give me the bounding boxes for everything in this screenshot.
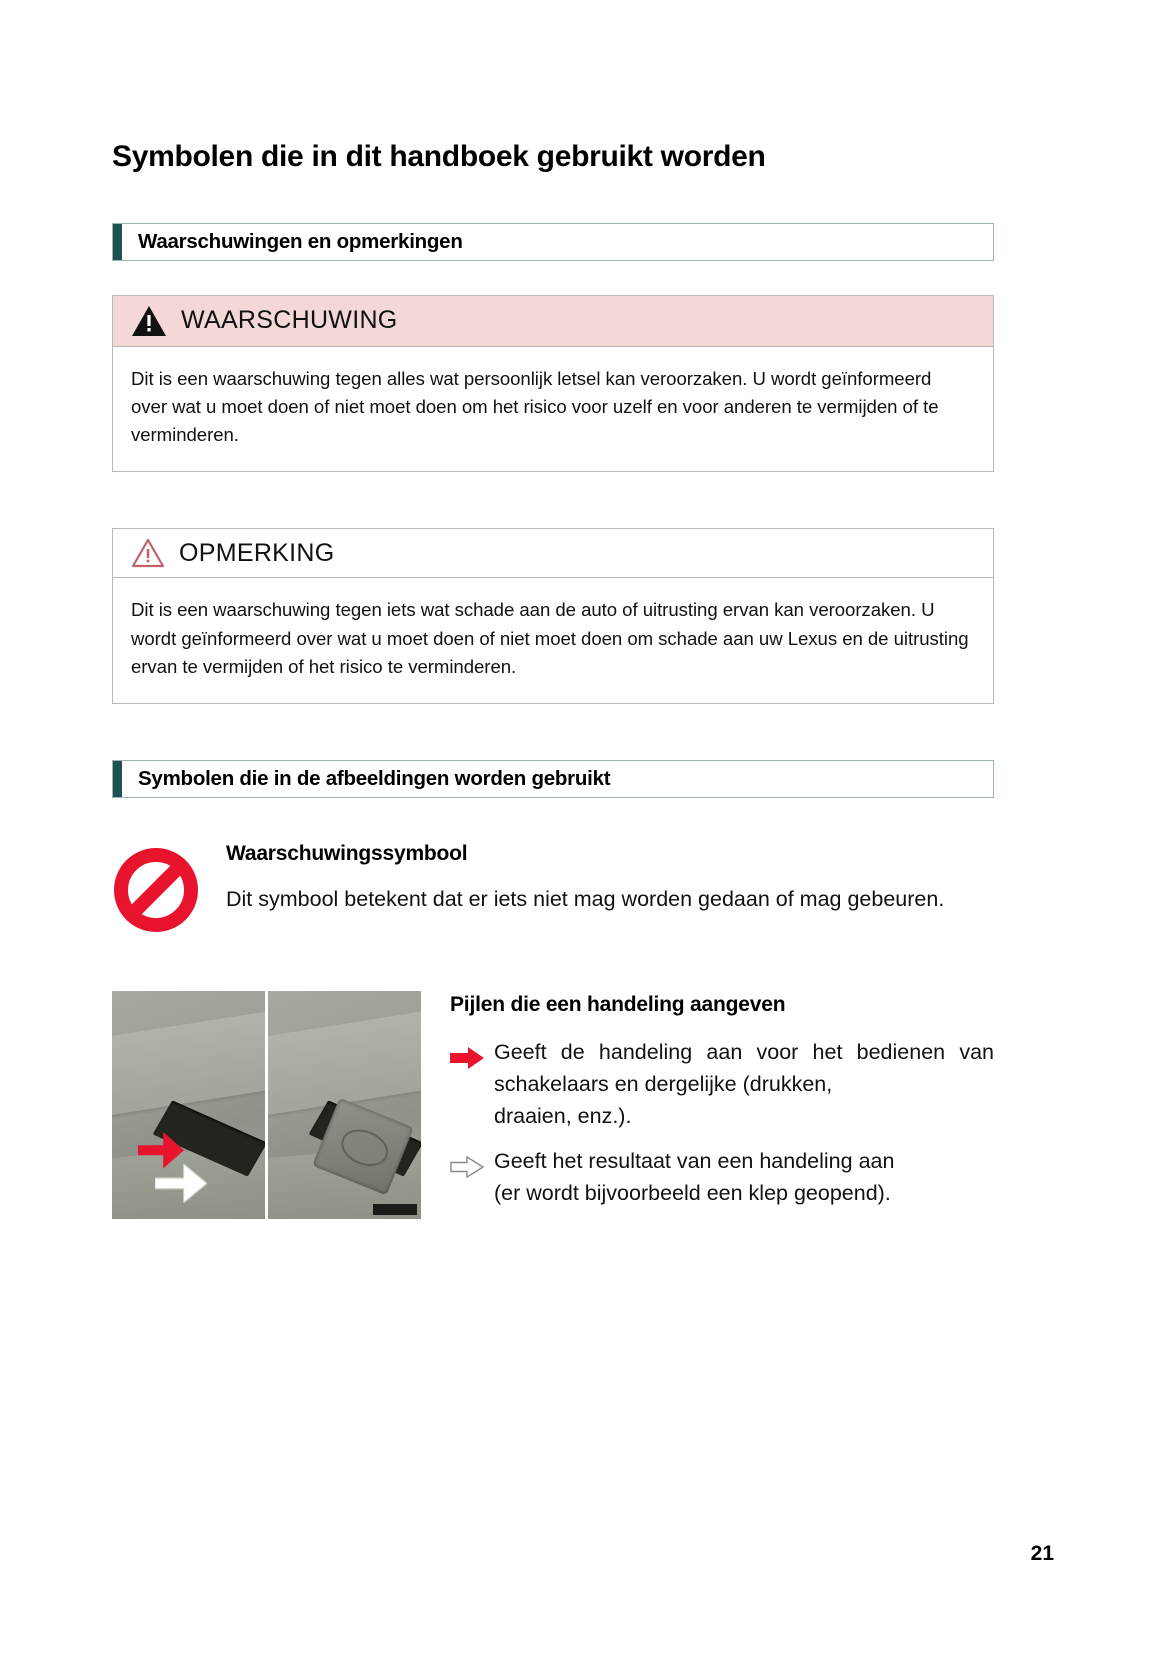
- action-arrows-text-block: [450, 991, 994, 1224]
- note-notice-title: OPMERKING: [179, 538, 335, 567]
- action-arrow-result-line2: (er wordt bijvoorbeeld een klep geopend).: [494, 1181, 891, 1206]
- prohibition-symbol-row: [112, 838, 994, 939]
- solid-red-arrow-glyph: [450, 1037, 494, 1074]
- photo-white-arrow-icon: [155, 1164, 207, 1203]
- warning-triangle-outline-icon: [131, 538, 165, 568]
- photo-corner-tag: [373, 1204, 417, 1215]
- action-arrow-operation-line2: draaien, enz.).: [494, 1103, 632, 1128]
- console-photos: [112, 991, 422, 1219]
- action-arrows-row: [112, 991, 994, 1224]
- section-accent-tab: [113, 761, 122, 797]
- action-arrow-operation-text: [494, 1037, 994, 1132]
- page-content: [112, 140, 994, 1224]
- note-notice-text: Dit is een waarschuwing tegen iets wat schade aan de auto of uitrusting ervan kan veroorzaken. U wordt geïnformeerd over wat u moet doen of niet moet doen om schade aan uw Lexus en de uitrusting ervan te vermijden of het risico te verminderen.: [131, 599, 969, 677]
- warning-notice-text: Dit is een waarschuwing tegen alles wat persoonlijk letsel kan veroorzaken. U wordt geïnformeerd over wat u moet doen of niet moet doen om het risico voor uzelf en voor anderen te vermijden of te verminderen.: [131, 367, 939, 445]
- section-accent-tab: [113, 224, 122, 260]
- note-notice-header: [113, 529, 993, 578]
- action-arrow-result-line1: Geeft het resultaat van een handeling aan: [494, 1149, 895, 1174]
- warning-notice-header: [113, 296, 993, 347]
- warning-notice-body: [113, 347, 993, 472]
- section-header-label: Symbolen die in de afbeeldingen worden gebruikt: [138, 767, 611, 790]
- action-arrow-operation-line1: Geeft de handeling aan voor het bedienen van schakelaars en dergelijke (drukken,: [494, 1040, 994, 1096]
- page-title: Symbolen die in dit handboek gebruikt worden: [112, 140, 766, 173]
- section-header-label: Waarschuwingen en opmerkingen: [138, 229, 463, 253]
- warning-notice-box: [112, 295, 994, 473]
- outline-arrow-glyph: [450, 1146, 494, 1183]
- page-number: 21: [1030, 1542, 1054, 1565]
- prohibition-title: Waarschuwingssymbool: [226, 842, 468, 865]
- section-header-warnings: [112, 223, 994, 261]
- action-arrows-title: Pijlen die een handeling aangeven: [450, 993, 786, 1016]
- console-cupholder-open-photo: [268, 991, 421, 1219]
- action-arrow-item-result: [450, 1146, 994, 1210]
- console-slot-press-photo: [112, 991, 265, 1219]
- warning-triangle-filled-icon: [131, 305, 167, 337]
- action-arrow-result-text: [494, 1146, 994, 1210]
- note-notice-box: [112, 528, 994, 704]
- prohibition-text-block: [226, 838, 994, 916]
- prohibition-icon-wrap: [112, 838, 208, 939]
- warning-notice-title: WAARSCHUWING: [181, 306, 398, 334]
- prohibition-circle-icon: [112, 846, 200, 934]
- action-arrow-item-operation: [450, 1037, 994, 1132]
- note-notice-body: [113, 578, 993, 703]
- outline-arrow-icon: [450, 1156, 484, 1178]
- section-header-figure-symbols: [112, 760, 994, 798]
- prohibition-description: Dit symbool betekent dat er iets niet mag worden gedaan of mag gebeuren.: [226, 887, 945, 911]
- solid-red-arrow-icon: [450, 1047, 484, 1069]
